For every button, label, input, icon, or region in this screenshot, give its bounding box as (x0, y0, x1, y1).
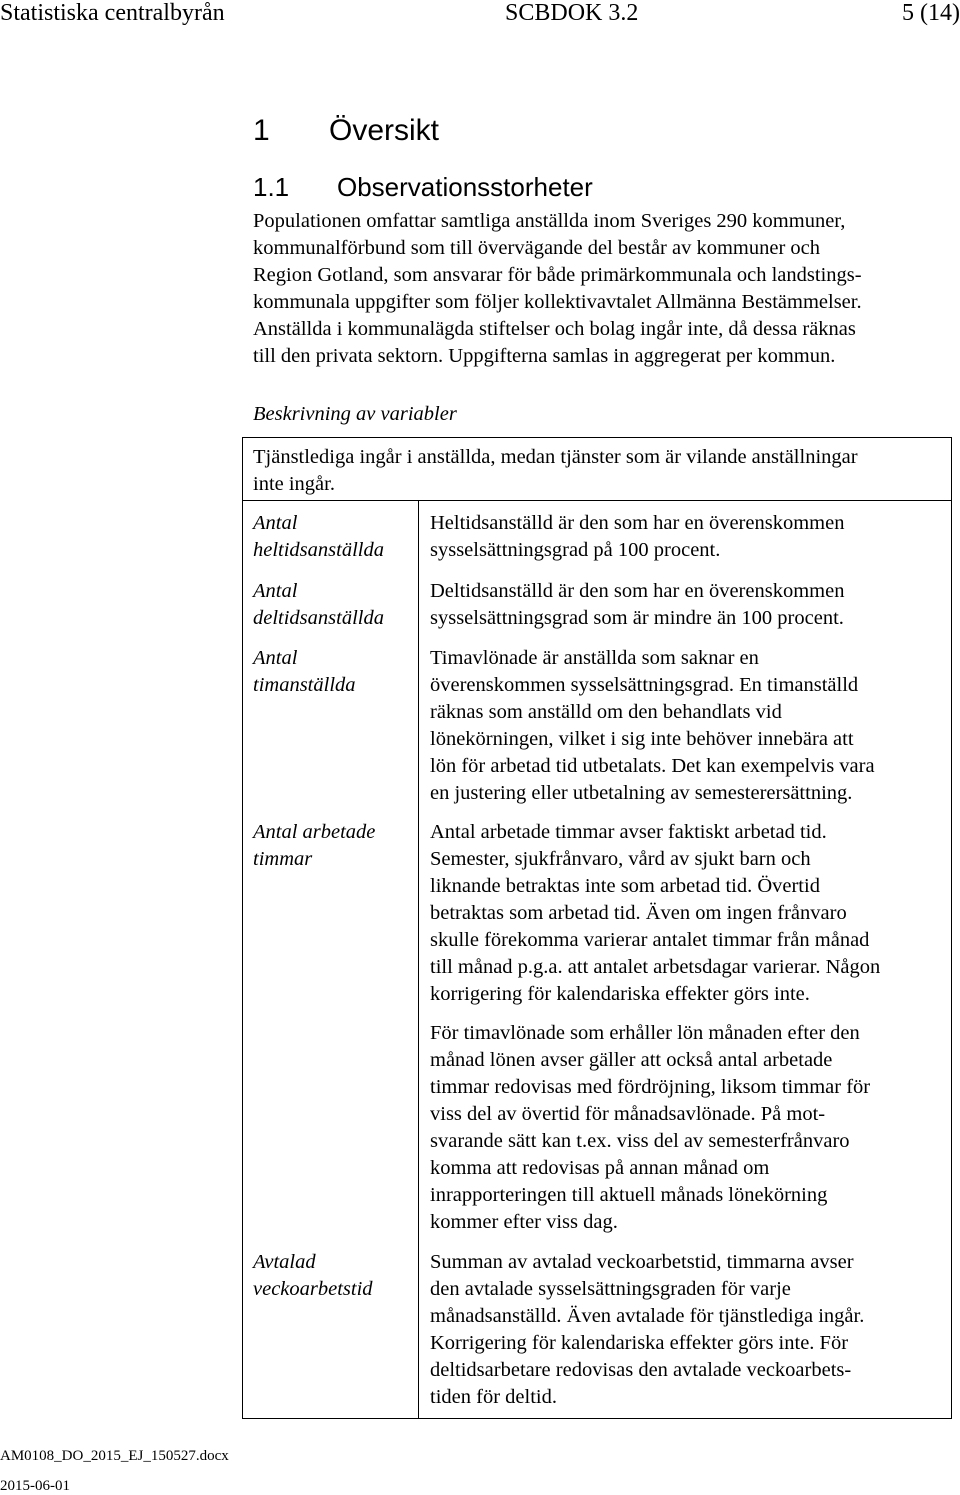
desc-heltidsanstallda: Heltidsanställd är den som har en överenskommen sysselsättningsgrad på 100 procent. (430, 512, 845, 561)
table-note-line: inte ingår. (253, 473, 335, 495)
page-number: 5 (14) (902, 0, 960, 26)
footer-filename: AM0108_DO_2015_EJ_150527.docx (0, 1448, 229, 1464)
intro-line: Region Gotland, som ansvarar för både primärkommunala och landstings- (253, 264, 862, 286)
subsection-title: Observationsstorheter (337, 172, 593, 202)
section-title: Översikt (329, 114, 440, 147)
table-divider (243, 500, 951, 501)
desc-arbetade-timmar-timavlonade: För timavlönade som erhåller lön månaden efter den månad lönen avser gäller att också antal arbetade timmar redovisas med fördröjning, liksom timmar för viss del av övertid för månadsavlönade. På mot- svarande sätt kan t.ex. viss del av semesterfrånvaro komma att redovisas på annan månad om inrapporteringen till aktuell månads lönekörning kommer efter viss dag. (430, 1022, 871, 1233)
intro-line: till den privata sektorn. Uppgifterna samlas in aggregerat per kommun. (253, 345, 836, 367)
section-number: 1 (253, 114, 270, 147)
term-timanstallda: Antal timanställda (253, 647, 356, 696)
intro-line: kommunalförbund som till övervägande del består av kommuner och (253, 237, 821, 259)
desc-avtalad-veckoarbetstid: Summan av avtalad veckoarbetstid, timmarna avser den avtalade sysselsättningsgraden för varje månadsanställd. Även avtalade för tjänstlediga ingår. Korrigering för kalendariska effekter görs inte. För deltidsarbetare redovisas den avtalade veckoarbets- tiden för deltid. (430, 1251, 865, 1408)
table-note (253, 444, 858, 498)
variables-table (242, 437, 952, 1419)
intro-line: Populationen omfattar samtliga anställda inom Sveriges 290 kommuner, (253, 210, 846, 232)
term-heltidsanstallda: Antal heltidsanställda (253, 512, 384, 561)
subsection-number: 1.1 (253, 172, 290, 202)
variables-heading: Beskrivning av variabler (253, 403, 457, 425)
desc-timanstallda: Timavlönade är anställda som saknar en överenskommen sysselsättningsgrad. En timanställd räknas som anställd om den behandlats vid lönekörningen, vilket i sig inte behöver innebära att lön för arbetad tid utbetalats. Det kan exempelvis vara en justering eller utbetalning av semesterersättning. (430, 647, 875, 804)
section-heading (253, 114, 439, 148)
term-avtalad-veckoarbetstid: Avtalad veckoarbetstid (253, 1251, 373, 1300)
term-deltidsanstallda: Antal deltidsanställda (253, 580, 384, 629)
intro-line: Anställda i kommunalägda stiftelser och bolag ingår inte, då dessa räknas (253, 318, 856, 340)
organization-name: Statistiska centralbyrån (0, 0, 225, 26)
desc-deltidsanstallda: Deltidsanställd är den som har en överenskommen sysselsättningsgrad som är mindre än 100 procent. (430, 580, 845, 629)
footer-date: 2015-06-01 (0, 1478, 70, 1494)
page-header (0, 0, 960, 34)
intro-line: kommunala uppgifter som följer kollektivavtalet Allmänna Bestämmelser. (253, 291, 862, 313)
subsection-heading (253, 172, 593, 203)
column-divider (418, 500, 419, 1418)
intro-paragraph (253, 208, 953, 370)
term-arbetade-timmar: Antal arbetade timmar (253, 821, 376, 870)
table-note-line: Tjänstlediga ingår i anställda, medan tjänster som är vilande anställningar (253, 446, 858, 468)
desc-arbetade-timmar: Antal arbetade timmar avser faktiskt arbetad tid. Semester, sjukfrånvaro, vård av sjukt barn och liknande betraktas inte som arbetad tid. Övertid betraktas som arbetad tid. Även om ingen frånvaro skulle förekomma varierar antalet timmar från månad till månad p.g.a. att antalet arbetsdagar varierar. Någon korrigering för kalendariska effekter görs inte. (430, 821, 881, 1005)
document-code: SCBDOK 3.2 (505, 0, 639, 26)
